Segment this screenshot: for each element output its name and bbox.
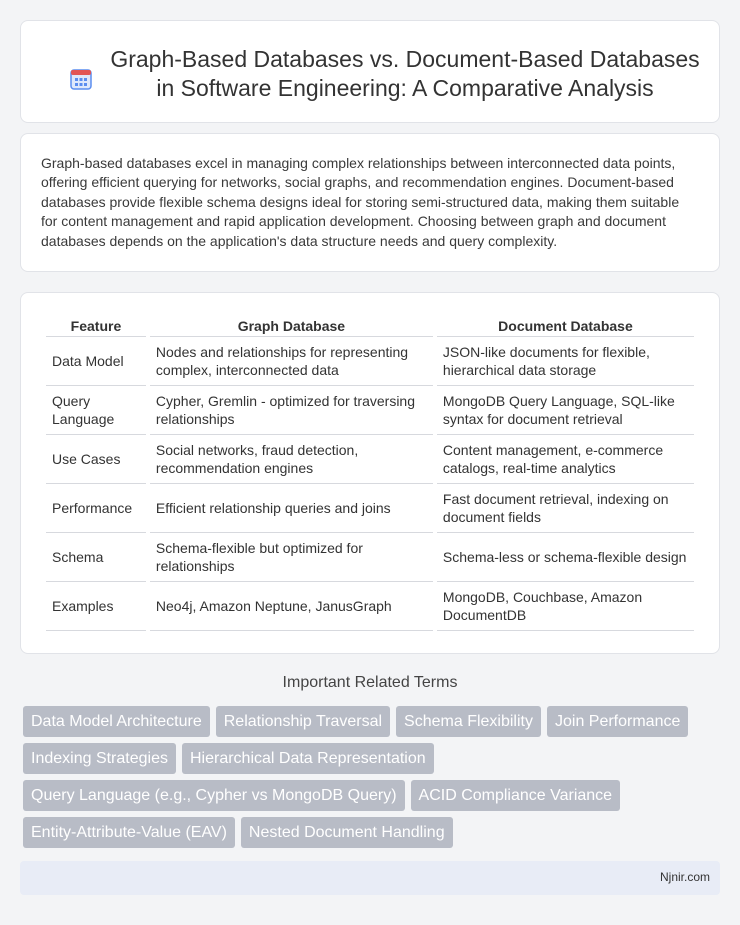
description-text: Graph-based databases excel in managing complex relationships between interconnected data points, offering efficient querying for networks, social graphs, and recommendation engines. Document-based databases provide flexible schema designs ideal for storing semi-structured data, making them suitable for content management and rapid application development. Choosing between graph and document databases depends on the application's data structure needs and query complexity. [41, 155, 680, 249]
tag-row [23, 817, 453, 848]
page-title: Graph-Based Databases vs. Document-Based Databases in Software Engineering: A Comparative Analysis [110, 46, 700, 101]
feature-cell: Query Language [46, 386, 146, 435]
document-cell: Fast document retrieval, indexing on document fields [437, 484, 694, 533]
table-row [46, 337, 694, 386]
tag-join-performance[interactable]: Join Performance [547, 706, 688, 737]
table-row [46, 582, 694, 631]
footer-site-link[interactable]: Njnir.com [659, 870, 710, 884]
graph-cell: Efficient relationship queries and joins [150, 484, 433, 533]
tag-query-language[interactable]: Query Language (e.g., Cypher vs MongoDB Query) [23, 780, 405, 811]
tag-schema-flexibility[interactable]: Schema Flexibility [396, 706, 541, 737]
graph-cell: Schema-flexible but optimized for relationships [150, 533, 433, 582]
calendar-icon [69, 67, 93, 91]
tag-row [23, 706, 688, 737]
table-row [46, 484, 694, 533]
graph-cell: Cypher, Gremlin - optimized for traversing relationships [150, 386, 433, 435]
tag-hierarchical-data-representation[interactable]: Hierarchical Data Representation [182, 743, 434, 774]
feature-cell: Schema [46, 533, 146, 582]
feature-cell: Performance [46, 484, 146, 533]
column-header-graph: Graph Database [150, 315, 433, 337]
graph-cell: Neo4j, Amazon Neptune, JanusGraph [150, 582, 433, 631]
table-header-row [46, 315, 694, 337]
footer [20, 861, 720, 895]
tag-row [23, 743, 434, 774]
tag-indexing-strategies[interactable]: Indexing Strategies [23, 743, 176, 774]
table-row [46, 386, 694, 435]
document-cell: Content management, e-commerce catalogs, real-time analytics [437, 435, 694, 484]
graph-cell: Social networks, fraud detection, recommendation engines [150, 435, 433, 484]
comparison-table [42, 315, 698, 631]
column-header-feature: Feature [46, 315, 146, 337]
document-cell: MongoDB Query Language, SQL-like syntax for document retrieval [437, 386, 694, 435]
document-cell: Schema-less or schema-flexible design [437, 533, 694, 582]
tag-data-model-architecture[interactable]: Data Model Architecture [23, 706, 210, 737]
graph-cell: Nodes and relationships for representing complex, interconnected data [150, 337, 433, 386]
document-cell: JSON-like documents for flexible, hierarchical data storage [437, 337, 694, 386]
column-header-document: Document Database [437, 315, 694, 337]
title-card [20, 20, 720, 123]
table-row [46, 533, 694, 582]
table-row [46, 435, 694, 484]
feature-cell: Data Model [46, 337, 146, 386]
description-card [20, 133, 720, 272]
comparison-table-card [20, 292, 720, 654]
tag-row [23, 780, 620, 811]
document-cell: MongoDB, Couchbase, Amazon DocumentDB [437, 582, 694, 631]
tag-entity-attribute-value[interactable]: Entity-Attribute-Value (EAV) [23, 817, 235, 848]
feature-cell: Use Cases [46, 435, 146, 484]
tag-nested-document-handling[interactable]: Nested Document Handling [241, 817, 453, 848]
feature-cell: Examples [46, 582, 146, 631]
tag-acid-compliance-variance[interactable]: ACID Compliance Variance [411, 780, 621, 811]
tag-relationship-traversal[interactable]: Relationship Traversal [216, 706, 390, 737]
related-terms-heading: Important Related Terms [282, 674, 458, 691]
